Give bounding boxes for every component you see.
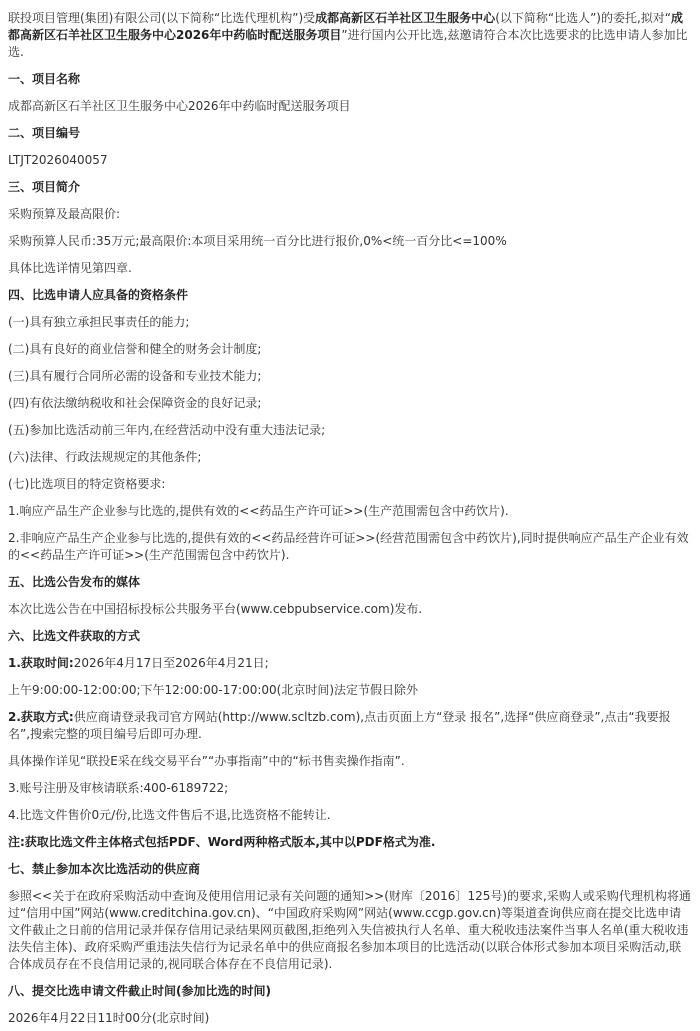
qualification-item: (五)参加比选活动前三年内,在经营活动中没有重大违法记录; xyxy=(8,423,326,437)
project-number: LTJT2026040057 xyxy=(8,153,108,167)
obtain-method-label: 2.获取方式: xyxy=(8,710,74,724)
section-title-project-number: 二、项目编号 xyxy=(8,126,81,140)
qualification-item: (一)具有独立承担民事责任的能力; xyxy=(8,315,190,329)
project-name-bold: 成都高新区石羊社区卫生服务中心2026年中药临时配送服务项目 xyxy=(8,11,684,42)
qualification-item: 1.响应产品生产企业参与比选的,提供有效的<<药品生产许可证>>(生产范围需包含中药饮片). xyxy=(8,504,509,518)
deadline-text: 2026年4月22日11时00分(北京时间) xyxy=(8,1011,210,1025)
section-title-project-name: 一、项目名称 xyxy=(8,72,81,86)
obtain-method xyxy=(8,709,692,743)
document-price: 4.比选文件售价0元/份,比选文件售后不退,比选资格不能转让. xyxy=(8,808,331,822)
intro-text-2: (以下简称“比选人”)的委托,拟对“ xyxy=(495,11,672,25)
media-text: 本次比选公告在中国招标投标公共服务平台(www.cebpubservice.com)发布. xyxy=(8,602,423,616)
details-reference: 具体比选详情见第四章. xyxy=(8,261,132,275)
qualification-item: 2.非响应产品生产企业参与比选的,提供有效的<<药品经营许可证>>(经营范围需包含中药饮片),同时提供响应产品生产企业有效的<<药品生产许可证>>(生产范围需包含中药饮片). xyxy=(8,531,689,562)
section-title-deadline: 八、提交比选申请文件截止时间(参加比选的时间) xyxy=(8,984,271,998)
section-title-qualifications: 四、比选申请人应具备的资格条件 xyxy=(8,288,189,302)
budget-label: 采购预算及最高限价: xyxy=(8,207,121,221)
purchaser-name: 成都高新区石羊社区卫生服务中心 xyxy=(315,11,496,25)
obtain-method-value: 供应商请登录我司官方网站(http://www.scltzb.com),点击页面上方“登录 报名”,选择“供应商登录”,点击“我要报名”,搜索完整的项目编号后即可办理. xyxy=(8,710,671,741)
format-note xyxy=(8,834,692,851)
prohibited-suppliers-text: 参照<<关于在政府采购活动中查询及使用信用记录有关问题的通知>>(财库〔2016〕125号)的要求,采购人或采购代理机构将通过“信用中国”网站(www.creditchina.gov.cn)、“中国政府采购网”网站(www.ccgp.gov.cn)等渠道查询供应商在提交比选申请文件截止之日前的信用记录并保存信用记录结果网页截图,拒绝列入失信被执行人名单、重大税收违法案件当事人名单(重大税收违法失信主体)、政府采购严重违法失信行为记录名单中的供应商报名参加本项目的比选活动(以联合体形式参加本项目采购活动,联合体成员存在不良信用记录的,视同联合体存在不良信用记录). xyxy=(8,889,691,971)
obtain-time-label: 1.获取时间: xyxy=(8,656,74,670)
qualification-item: (六)法律、行政法规规定的其他条件; xyxy=(8,450,202,464)
obtain-time xyxy=(8,655,692,672)
operation-guide: 具体操作详见“联投E采在线交易平台”“办事指南”中的“标书售卖操作指南”. xyxy=(8,754,405,768)
section-title-media: 五、比选公告发布的媒体 xyxy=(8,575,141,589)
qualification-item: (七)比选项目的特定资格要求: xyxy=(8,477,166,491)
section-title-project-summary: 三、项目简介 xyxy=(8,180,81,194)
intro-text-1: 联投项目管理(集团)有限公司(以下简称“比选代理机构”)受 xyxy=(8,11,316,25)
section-title-prohibited-suppliers: 七、禁止参加本次比选活动的供应商 xyxy=(8,862,201,876)
obtain-time-value: 2026年4月17日至2026年4月21日; xyxy=(73,656,269,670)
intro-text-3: ”进行国内公开比选,兹邀请符合本次比选要求的比选申请人参加比选. xyxy=(8,28,688,59)
qualification-item: (三)具有履行合同所必需的设备和专业技术能力; xyxy=(8,369,262,383)
section-title-obtain-documents: 六、比选文件获取的方式 xyxy=(8,629,141,643)
intro-paragraph xyxy=(8,10,692,61)
budget-detail: 采购预算人民币:35万元;最高限价:本项目采用统一百分比进行报价,0%<统一百分比<=100% xyxy=(8,234,507,248)
format-note-text: 注:获取比选文件主体格式包括PDF、Word两种格式版本,其中以PDF格式为准. xyxy=(8,835,436,849)
qualification-item: (二)具有良好的商业信誉和健全的财务会计制度; xyxy=(8,342,262,356)
project-name: 成都高新区石羊社区卫生服务中心2026年中药临时配送服务项目 xyxy=(8,99,351,113)
obtain-hours: 上午9:00:00-12:00:00;下午12:00:00-17:00:00(北京时间)法定节假日除外 xyxy=(8,683,419,697)
qualification-item: (四)有依法缴纳税收和社会保障资金的良好记录; xyxy=(8,396,262,410)
registration-phone: 3.账号注册及审核请联系:400-6189722; xyxy=(8,781,229,795)
